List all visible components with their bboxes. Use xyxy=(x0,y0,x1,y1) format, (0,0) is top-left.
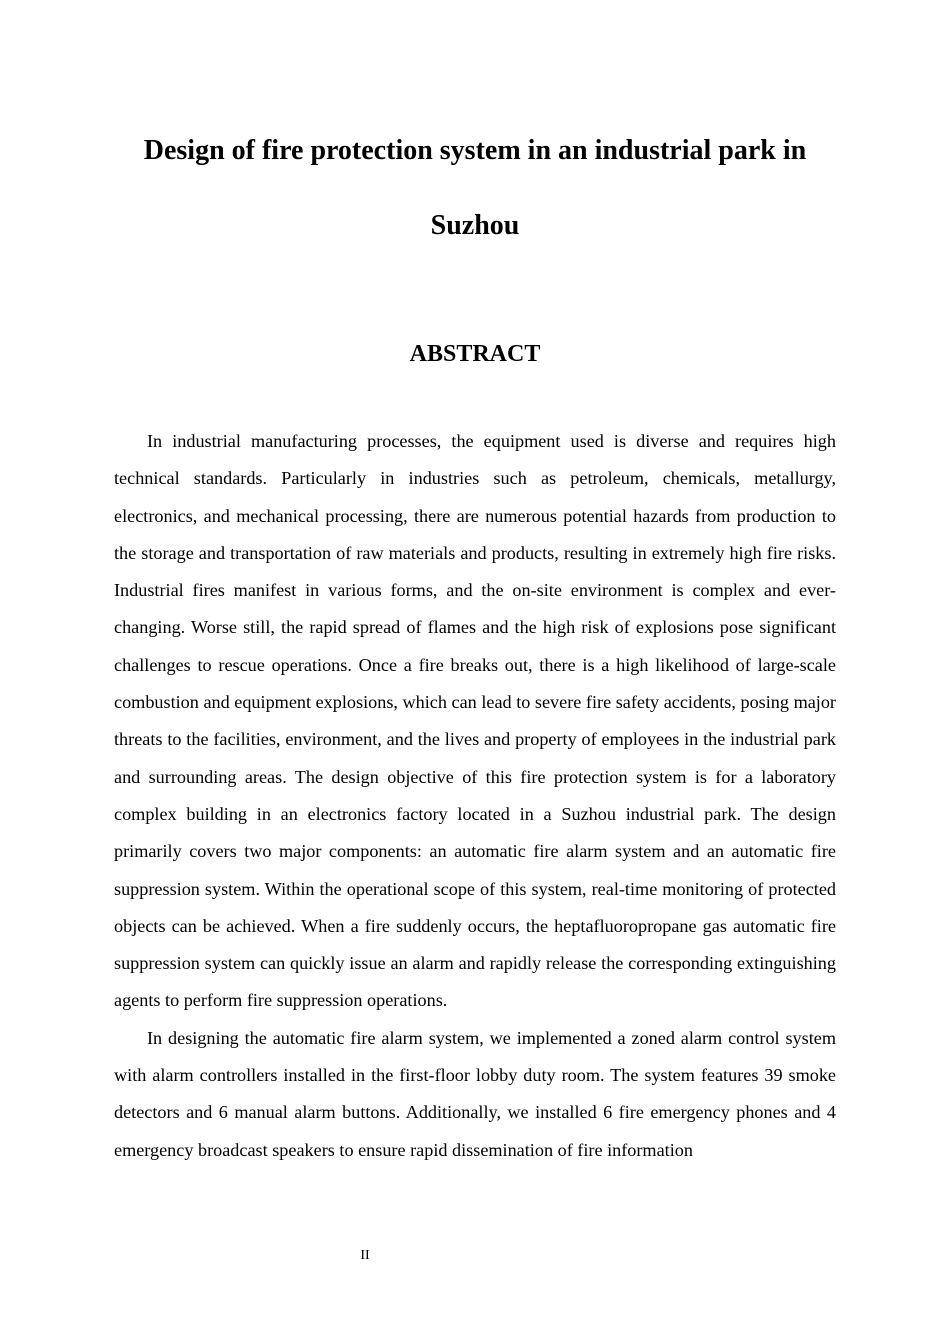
document-title xyxy=(100,113,850,263)
abstract-heading: ABSTRACT xyxy=(409,341,541,367)
abstract-paragraph-2: In designing the automatic fire alarm system, we implemented a zoned alarm control system with alarm controllers installed in the first-floor lobby duty room. The system features 39 smoke detectors and 6 manual alarm buttons. Additionally, we installed 6 fire emergency phones and 4 emergency broadcast speakers to ensure rapid dissemination of fire information xyxy=(114,1027,836,1160)
abstract-paragraph-1: In industrial manufacturing processes, the equipment used is diverse and requires high technical standards. Particularly in industries such as petroleum, chemicals, metallurgy, electronics, and mechanical processing, there are numerous potential hazards from production to the storage and transportation of raw materials and products, resulting in extremely high fire risks. Industrial fires manifest in various forms, and the on-site environment is complex and ever-changing. Worse still, the rapid spread of flames and the high risk of explosions pose significant challenges to rescue operations. Once a fire breaks out, there is a high likelihood of large-scale combustion and equipment explosions, which can lead to severe fire safety accidents, posing major threats to the facilities, environment, and the lives and property of employees in the industrial park and surrounding areas. The design objective of this fire protection system is for a laboratory complex building in an electronics factory located in a Suzhou industrial park. The design primarily covers two major components: an automatic fire alarm system and an automatic fire suppression system. Within the operational scope of this system, real-time monitoring of protected objects can be achieved. When a fire suddenly occurs, the heptafluoropropane gas automatic fire suppression system can quickly issue an alarm and rapidly release the corresponding extinguishing agents to perform fire suppression operations. xyxy=(114,431,836,1011)
abstract-body xyxy=(114,423,836,1169)
title-line-2: Suzhou xyxy=(430,210,520,241)
title-line-1: Design of fire protection system in an industrial park in xyxy=(143,135,807,166)
page-number: II xyxy=(360,1248,370,1263)
